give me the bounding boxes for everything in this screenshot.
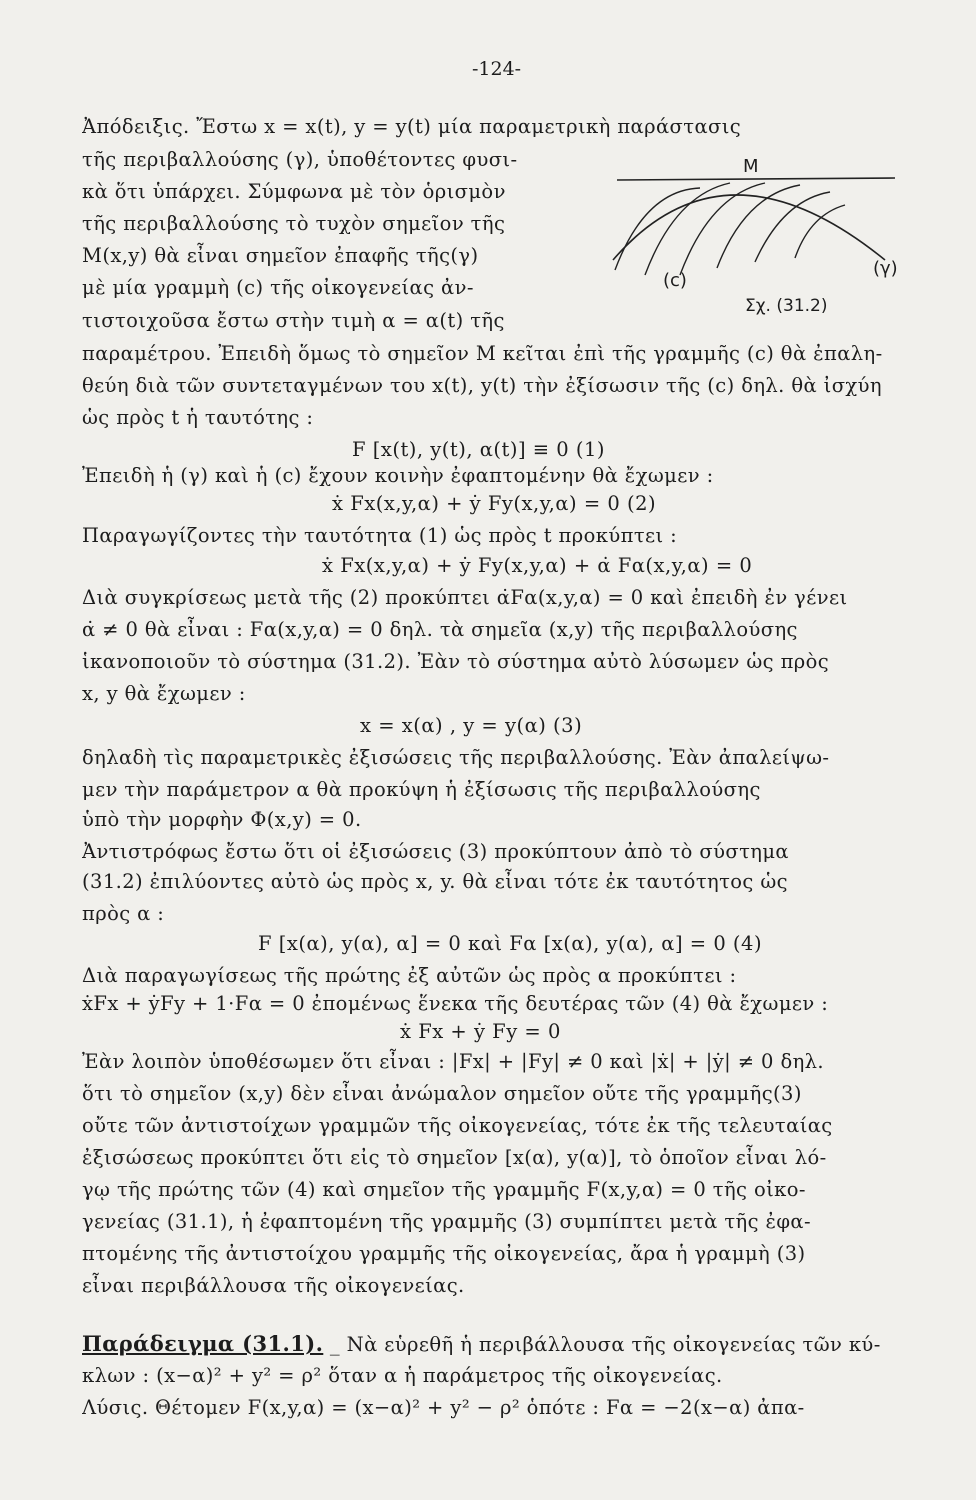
text-line: Ἐπειδὴ ἡ (γ) καὶ ἡ (c) ἔχουν κοινὴν ἐφαπτομένην θὰ ἔχωμεν :: [82, 464, 714, 487]
curve-label-c: (c): [663, 270, 687, 291]
text-line: ὑπὸ τὴν μορφὴν Φ(x,y) = 0.: [82, 808, 362, 831]
equation-3: x = x(α) , y = y(α) (3): [360, 714, 583, 737]
text-line: πρὸς α :: [82, 902, 165, 925]
text-line: τιστοιχοῦσα ἔστω στὴν τιμὴ α = α(t) τῆς: [82, 309, 505, 332]
example-statement: _ Νὰ εὑρεθῆ ἡ περιβάλλουσα τῆς οἰκογενείας τῶν κύ-: [323, 1333, 881, 1356]
text-line: γῳ τῆς πρώτης τῶν (4) καὶ σημεῖον τῆς γραμμῆς F(x,y,α) = 0 τῆς οἰκο-: [82, 1178, 806, 1201]
envelope-diagram: [605, 150, 925, 320]
example-heading: Παράδειγμα (31.1).: [82, 1331, 324, 1356]
equation-1: F [x(t), y(t), α(t)] ≡ 0 (1): [352, 438, 606, 461]
point-label-m: M: [743, 156, 759, 177]
tangent-line: [617, 178, 895, 180]
equation-4: F [x(α), y(α), α] = 0 καὶ Fα [x(α), y(α), α] = 0 (4): [258, 932, 763, 955]
text-line: ὅτι τὸ σημεῖον (x,y) δὲν εἶναι ἀνώμαλον σημεῖον οὔτε τῆς γραμμῆς(3): [82, 1082, 802, 1105]
text-line: μεν τὴν παράμετρον α θὰ προκύψη ἡ ἐξίσωσις τῆς περιβαλλούσης: [82, 778, 761, 801]
text-line: οὔτε τῶν ἀντιστοίχων γραμμῶν τῆς οἰκογενείας, τότε ἐκ τῆς τελευταίας: [82, 1114, 833, 1137]
text-line: α̇ ≠ 0 θὰ εἶναι : Fα(x,y,α) = 0 δηλ. τὰ σημεῖα (x,y) τῆς περιβαλλούσης: [82, 618, 798, 641]
text-line: ὡς πρὸς t ἡ ταυτότης :: [82, 406, 314, 429]
figure-envelope: [605, 150, 925, 320]
equation-5: ẋ Fx + ẏ Fy = 0: [400, 1020, 561, 1043]
text-line: Ἐὰν λοιπὸν ὑποθέσωμεν ὅτι εἶναι : |Fx| + |Fy| ≠ 0 καὶ |ẋ| + |ẏ| ≠ 0 δηλ.: [82, 1050, 825, 1073]
text-line: Διὰ συγκρίσεως μετὰ τῆς (2) προκύπτει α̇Fα(x,y,α) = 0 καὶ ἐπειδὴ ἐν γένει: [82, 586, 848, 609]
text-line: πτομένης τῆς ἀντιστοίχου γραμμῆς τῆς οἰκογενείας, ἄρα ἡ γραμμὴ (3): [82, 1242, 806, 1265]
equation-2: ẋ Fx(x,y,α) + ẏ Fy(x,y,α) = 0 (2): [332, 492, 657, 515]
text-line: Ἀντιστρόφως ἔστω ὅτι οἱ ἐξισώσεις (3) προκύπτουν ἀπὸ τὸ σύστημα: [82, 840, 789, 863]
text-line: κὰ ὅτι ὑπάρχει. Σύμφωνα μὲ τὸν ὁρισμὸν: [82, 180, 506, 203]
example-line-2: κλων : (x−α)² + y² = ρ² ὅταν α ἡ παράμετρος τῆς οἰκογενείας.: [82, 1364, 723, 1387]
curve-label-gamma: (γ): [873, 258, 898, 279]
text-line: ἐξισώσεως προκύπτει ὅτι εἰς τὸ σημεῖον [x(α), y(α)], τὸ ὁποῖον εἶναι λό-: [82, 1146, 827, 1169]
text-line: (31.2) ἐπιλύοντες αὐτὸ ὡς πρὸς x, y. θὰ εἶναι τότε ἐκ ταυτότητος ὡς: [82, 870, 788, 893]
text-line: δηλαδὴ τὶς παραμετρικὲς ἐξισώσεις τῆς περιβαλλούσης. Ἐὰν ἀπαλείψω-: [82, 746, 830, 769]
text-line: γενείας (31.1), ἡ ἐφαπτομένη τῆς γραμμῆς (3) συμπίπτει μετὰ τῆς ἐφα-: [82, 1210, 811, 1233]
text-line: Παραγωγίζοντες τὴν ταυτότητα (1) ὡς πρὸς t προκύπτει :: [82, 524, 678, 547]
page-number: -124-: [472, 58, 522, 80]
text-line: τῆς περιβαλλούσης (γ), ὑποθέτοντες φυσι-: [82, 148, 518, 171]
family-curve: [795, 205, 845, 258]
text-line: θεύη διὰ τῶν συντεταγμένων του x(t), y(t) τὴν ἐξίσωσιν τῆς (c) δηλ. θὰ ἰσχύη: [82, 374, 882, 397]
figure-caption: Σχ. (31.2): [745, 296, 828, 316]
text-line: εἶναι περιβάλλουσα τῆς οἰκογενείας.: [82, 1274, 465, 1297]
text-line: μὲ μία γραμμὴ (c) τῆς οἰκογενείας ἀν-: [82, 276, 474, 299]
text-line: ἱκανοποιοῦν τὸ σύστημα (31.2). Ἐὰν τὸ σύστημα αὐτὸ λύσωμεν ὡς πρὸς: [82, 650, 830, 673]
text-line: παραμέτρου. Ἐπειδὴ ὅμως τὸ σημεῖον M κεῖται ἐπὶ τῆς γραμμῆς (c) θὰ ἐπαλη-: [82, 342, 883, 365]
example-line-1: [82, 1330, 960, 1359]
family-curve: [755, 192, 830, 262]
family-curve: [680, 183, 765, 275]
text-line: x, y θὰ ἔχωμεν :: [82, 682, 246, 705]
text-line: τῆς περιβαλλούσης τὸ τυχὸν σημεῖον τῆς: [82, 212, 506, 235]
text-line: ẋFx + ẏFy + 1·Fα = 0 ἐπομένως ἕνεκα τῆς δευτέρας τῶν (4) θὰ ἔχωμεν :: [82, 992, 829, 1015]
example-solution-line: Λύσις. Θέτομεν F(x,y,α) = (x−α)² + y² − ρ² ὁπότε : Fα = −2(x−α) ἀπα-: [82, 1396, 805, 1419]
equation-derivative: ẋ Fx(x,y,α) + ẏ Fy(x,y,α) + α̇ Fα(x,y,α) = 0: [322, 554, 753, 577]
text-line: M(x,y) θὰ εἶναι σημεῖον ἐπαφῆς τῆς(γ): [82, 244, 479, 267]
text-line: Ἀπόδειξις. Ἔστω x = x(t), y = y(t) μία παραμετρικὴ παράστασις: [82, 115, 742, 138]
text-line: Διὰ παραγωγίσεως τῆς πρώτης ἐξ αὐτῶν ὡς πρὸς α προκύπτει :: [82, 964, 737, 987]
